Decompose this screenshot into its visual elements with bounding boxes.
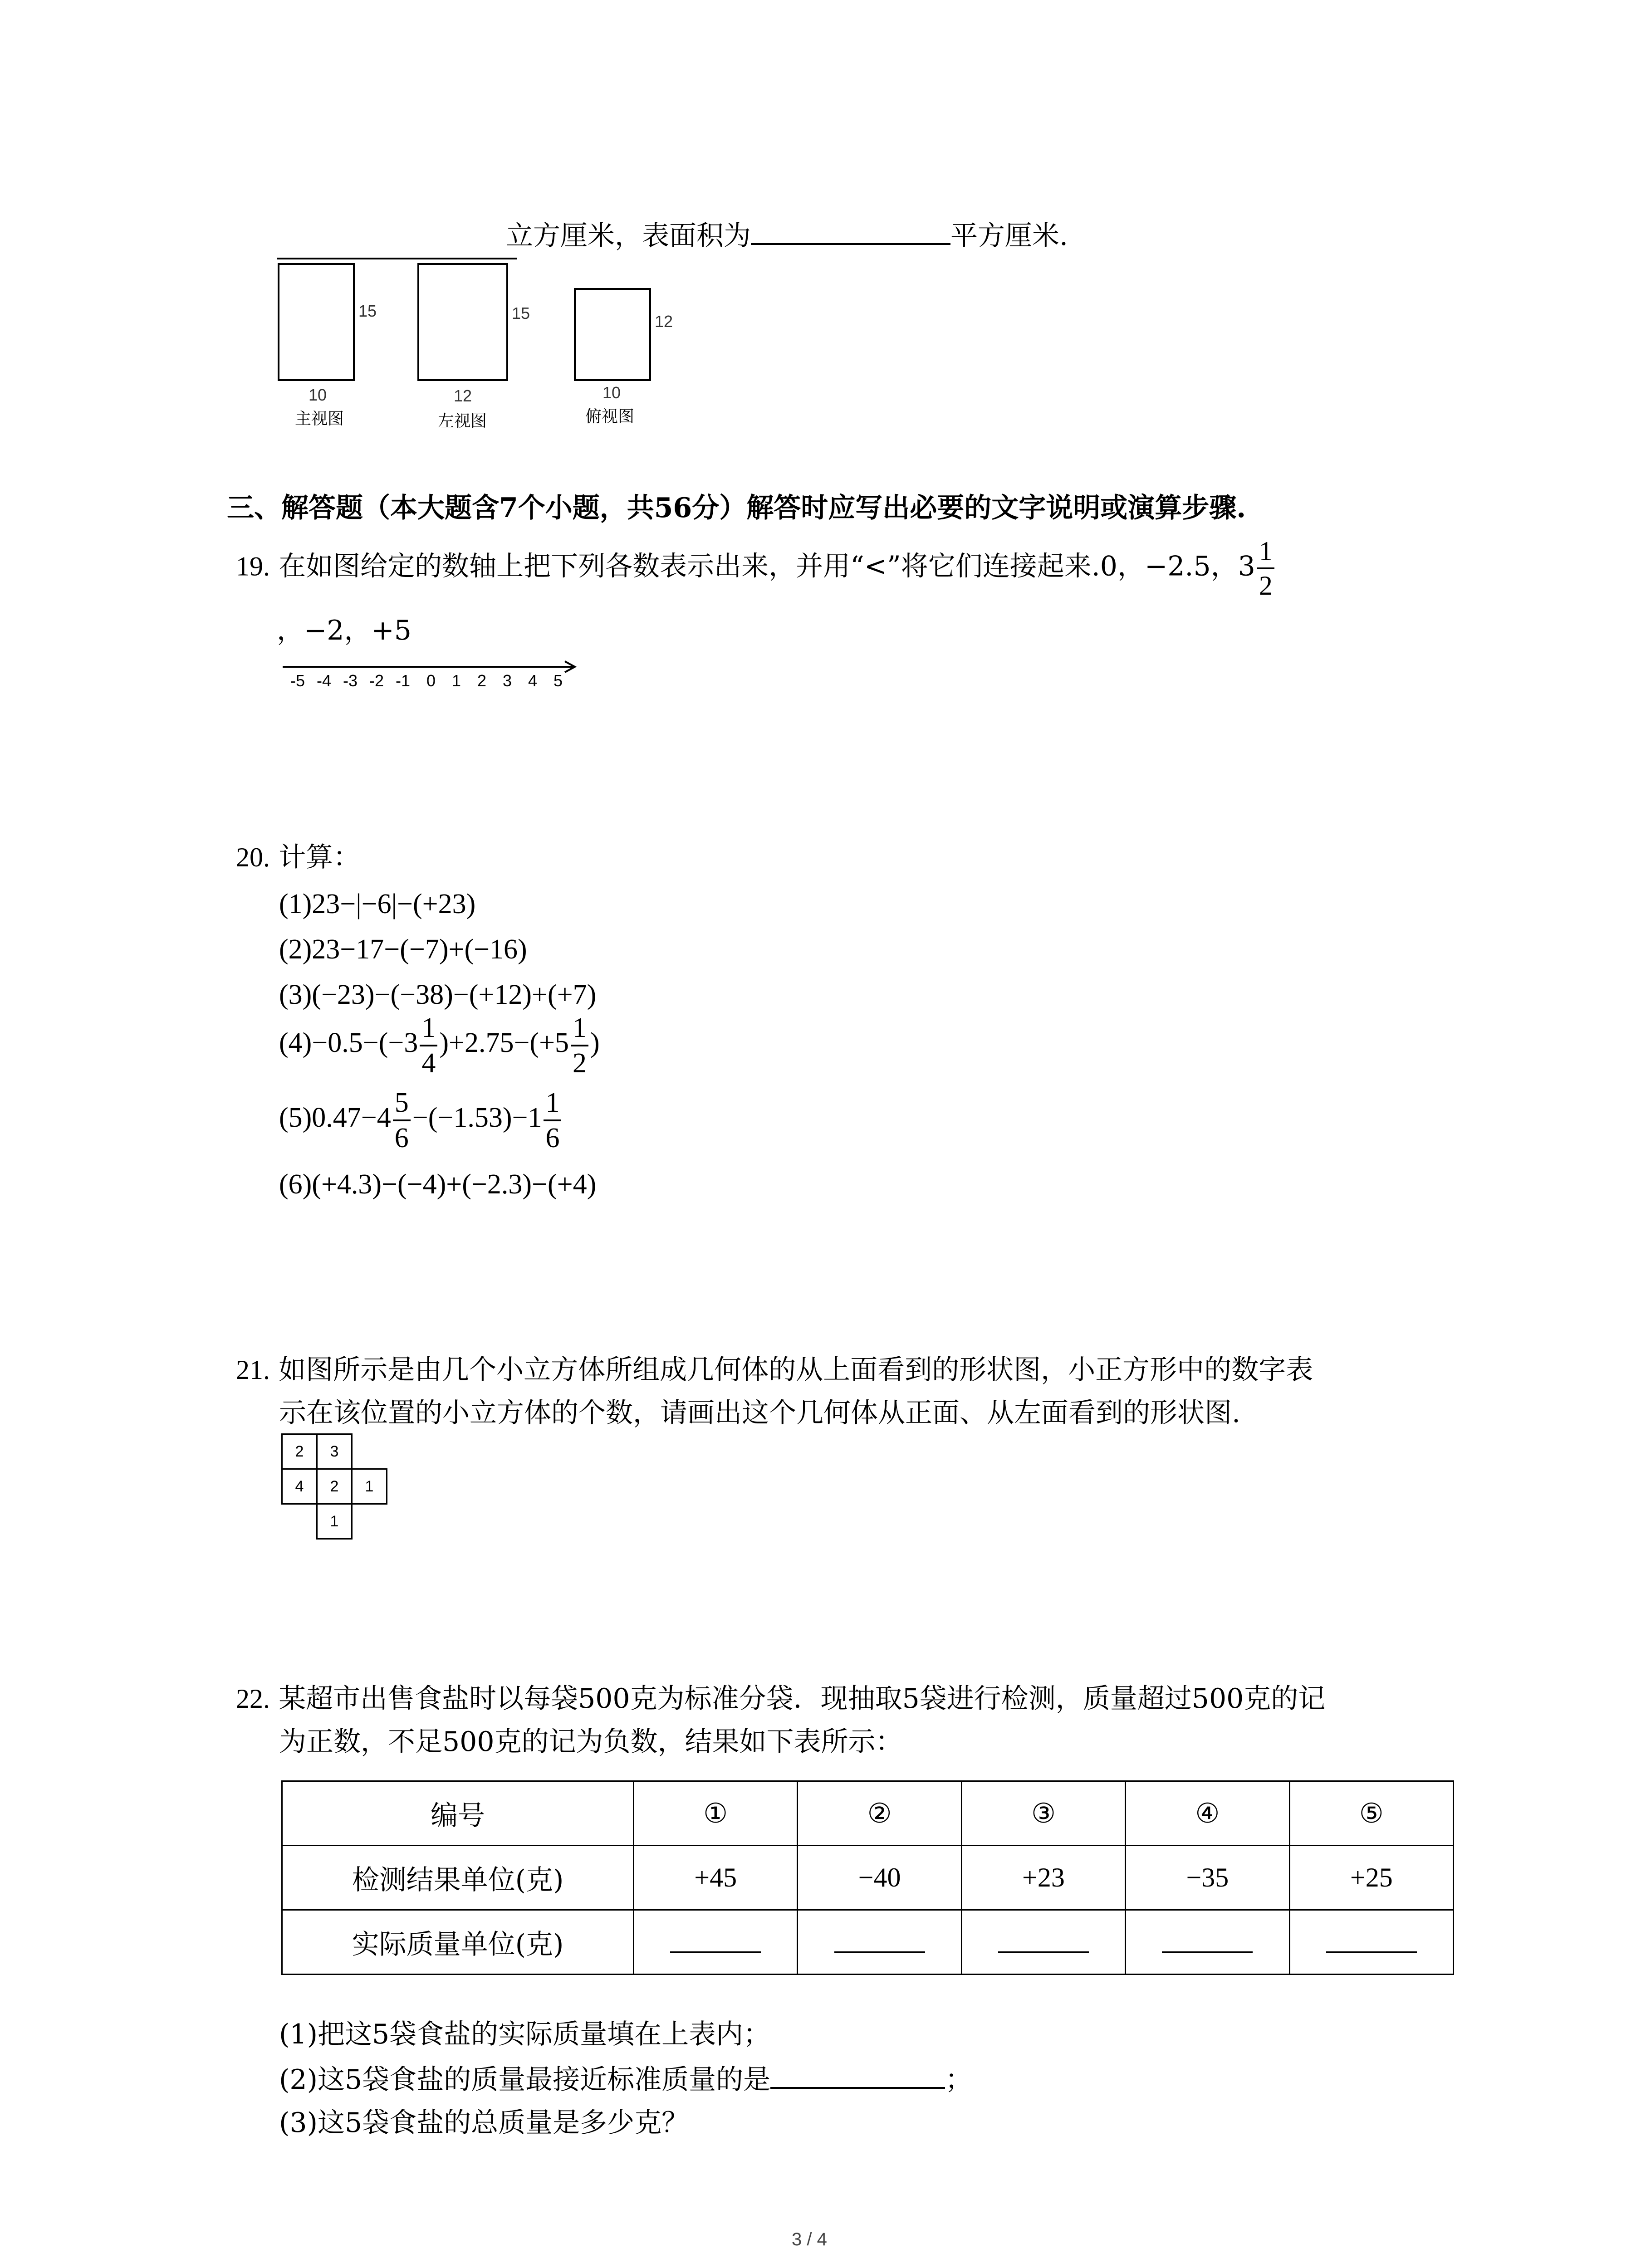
tick-label: 0 — [426, 671, 436, 690]
fraction — [544, 1089, 561, 1152]
table-cell-blank — [1289, 1910, 1453, 1975]
answer-blank — [670, 1924, 761, 1953]
table-cell: −35 — [1126, 1846, 1289, 1910]
prev-question-text-1: 立方厘米，表面积为 — [506, 220, 751, 252]
question-21 — [236, 1354, 1313, 1386]
left-view-label: 左视图 — [438, 411, 487, 430]
table-row-label: 检测结果单位(克) — [282, 1846, 634, 1910]
fraction — [571, 1014, 588, 1077]
fraction-denominator: 4 — [421, 1048, 436, 1079]
left-view-width: 12 — [454, 386, 472, 405]
top-border-line — [277, 258, 517, 259]
question-19 — [236, 538, 1276, 599]
top-view-label: 俯视图 — [585, 407, 635, 425]
table-header-cell: ② — [798, 1781, 961, 1846]
fraction-denominator: 2 — [1259, 571, 1273, 601]
question-22 — [236, 1683, 1326, 1715]
tick-label: 2 — [477, 671, 487, 690]
expr-part: )+2.75−(+5 — [439, 1027, 569, 1059]
table-cell-blank — [798, 1910, 961, 1975]
tick-label: -5 — [290, 671, 305, 690]
fraction — [1257, 538, 1274, 599]
fraction-numerator: 1 — [571, 1014, 588, 1046]
q22-sub1: (1)把这5袋食盐的实际质量填在上表内； — [279, 2019, 771, 2050]
expr-part: (4)−0.5−(−3 — [279, 1027, 418, 1059]
front-view-width: 10 — [309, 386, 327, 404]
calc-item-6: (6)(+4.3)−(−4)+(−2.3)−(+4) — [279, 1169, 597, 1200]
table-cell: −40 — [798, 1846, 961, 1910]
calc-item-4 — [279, 1014, 600, 1077]
number-line-ticks — [290, 671, 590, 699]
top-view-width: 10 — [603, 383, 621, 402]
table-header-cell: ① — [634, 1781, 798, 1846]
table-cell-blank — [1126, 1910, 1289, 1975]
sub2-end: ； — [945, 2064, 973, 2096]
grid-cell: 4 — [281, 1468, 318, 1505]
table-header-cell: ⑤ — [1289, 1781, 1453, 1846]
tick-label: -1 — [396, 671, 411, 690]
grid-cell: 1 — [351, 1468, 387, 1505]
fraction-numerator: 5 — [393, 1089, 411, 1121]
question-text: 在如图给定的数轴上把下列各数表示出来，并用“<”将它们连接起来.0，−2.5，3 — [279, 550, 1255, 582]
fraction-denominator: 6 — [394, 1123, 409, 1154]
question-19-line2: ，−2，+5 — [277, 615, 411, 646]
left-view-rect — [417, 263, 508, 381]
top-view-height: 12 — [655, 312, 673, 331]
fraction-numerator: 1 — [420, 1014, 437, 1046]
tick-label: -2 — [369, 671, 384, 690]
table-cell-blank — [634, 1910, 798, 1975]
calc-item-1: (1)23−|−6|−(+23) — [279, 889, 476, 919]
question-22-line2: 为正数，不足500克的记为负数，结果如下表所示： — [279, 1726, 903, 1758]
grid-cell: 2 — [316, 1468, 353, 1505]
question-number: 20. — [236, 842, 270, 872]
tick-label: 4 — [528, 671, 538, 690]
question-title: 计算： — [279, 841, 361, 873]
expr-part: (5)0.47−4 — [279, 1102, 391, 1134]
table-cell-blank — [961, 1910, 1125, 1975]
table-header-cell: 编号 — [282, 1781, 634, 1846]
answer-blank — [770, 2087, 945, 2089]
expr-part: ) — [590, 1027, 600, 1059]
table-cell: +23 — [961, 1846, 1125, 1910]
salt-table — [281, 1780, 1454, 1975]
calc-item-2: (2)23−17−(−7)+(−16) — [279, 934, 527, 965]
tick-label: 1 — [452, 671, 461, 690]
question-number: 21. — [236, 1355, 270, 1385]
table-row — [282, 1846, 1454, 1910]
answer-blank — [751, 243, 950, 245]
page-number: 3 / 4 — [792, 2229, 827, 2249]
fraction-denominator: 6 — [545, 1123, 560, 1154]
question-20 — [236, 841, 361, 873]
grid-cell: 1 — [316, 1503, 353, 1540]
table-header-cell: ④ — [1126, 1781, 1289, 1846]
answer-blank — [1162, 1924, 1253, 1953]
answer-blank — [1326, 1924, 1417, 1953]
grid-cell: 3 — [316, 1433, 353, 1470]
fraction-numerator: 1 — [544, 1089, 561, 1121]
table-row-label: 实际质量单位(克) — [282, 1910, 634, 1975]
prev-question-tail — [506, 220, 1068, 252]
question-number: 22. — [236, 1684, 270, 1714]
question-number: 19. — [236, 551, 270, 582]
fraction — [420, 1014, 437, 1077]
q22-sub3: (3)这5袋食盐的总质量是多少克？ — [279, 2107, 689, 2139]
question-text-line1: 某超市出售食盐时以每袋500克为标准分袋．现抽取5袋进行检测，质量超过500克的记 — [279, 1683, 1326, 1715]
left-view-height: 15 — [512, 304, 530, 323]
table-cell: +45 — [634, 1846, 798, 1910]
grid-cell: 2 — [281, 1433, 318, 1470]
tick-label: -3 — [343, 671, 358, 690]
table-row — [282, 1781, 1454, 1846]
top-view-grid — [281, 1433, 404, 1551]
fraction-numerator: 1 — [1257, 538, 1274, 569]
table-row — [282, 1910, 1454, 1975]
section-heading: 三、解答题（本大题含7个小题，共56分）解答时应写出必要的文字说明或演算步骤. — [227, 492, 1246, 524]
tick-label: -4 — [317, 671, 332, 690]
front-view-rect — [278, 263, 355, 381]
question-text-line1: 如图所示是由几个小立方体所组成几何体的从上面看到的形状图，小正方形中的数字表 — [279, 1354, 1313, 1386]
fraction — [393, 1089, 411, 1152]
front-view-label: 主视图 — [295, 409, 344, 428]
table-header-cell: ③ — [961, 1781, 1125, 1846]
tick-label: 3 — [503, 671, 512, 690]
expr-part: −(−1.53)−1 — [412, 1102, 542, 1134]
q22-sub2 — [279, 2064, 973, 2096]
prev-question-text-2: 平方厘米. — [950, 220, 1068, 252]
calc-item-3: (3)(−23)−(−38)−(+12)+(+7) — [279, 979, 597, 1010]
question-21-line2: 示在该位置的小立方体的个数，请画出这个几何体从正面、从左面看到的形状图. — [279, 1397, 1241, 1429]
sub2-text: (2)这5袋食盐的质量最接近标准质量的是 — [279, 2064, 771, 2096]
front-view-height: 15 — [358, 302, 377, 320]
table-cell: +25 — [1289, 1846, 1453, 1910]
answer-blank — [834, 1924, 925, 1953]
calc-item-5 — [279, 1089, 563, 1152]
answer-blank — [998, 1924, 1089, 1953]
top-view-rect — [574, 288, 651, 381]
tick-label: 5 — [554, 671, 563, 690]
three-views-figure — [272, 254, 681, 445]
fraction-denominator: 2 — [573, 1048, 587, 1079]
